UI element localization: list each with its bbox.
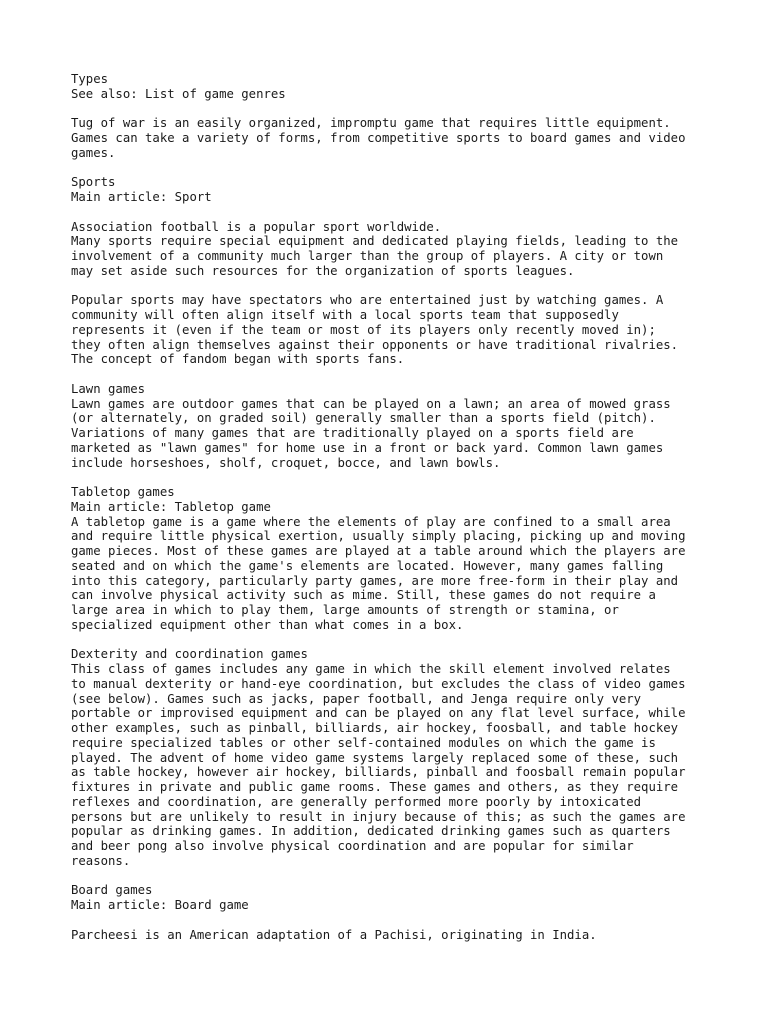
document-line: Many sports require special equipment and dedicated playing fields, leading to the xyxy=(71,234,679,249)
document-line: marketed as "lawn games" for home use in a front or back yard. Common lawn games xyxy=(71,440,664,455)
document-line: require specialized tables or other self-contained modules on which the game is xyxy=(71,735,656,750)
document-line: they often align themselves against their opponents or have traditional rivalries. xyxy=(71,337,679,352)
document-line: Board games xyxy=(71,883,153,898)
document-line: reflexes and coordination, are generally performed more poorly by intoxicated xyxy=(71,794,642,809)
document-line xyxy=(71,205,711,220)
document-line: (or alternately, on graded soil) generally smaller than a sports field (pitch). xyxy=(71,411,656,426)
document-line: fixtures in private and public game rooms. These games and others, as they require xyxy=(71,780,679,794)
document-line: Sports xyxy=(71,175,116,190)
document-line: other examples, such as pinball, billiards, air hockey, foosball, and table hockey xyxy=(71,721,679,735)
document-line: Lawn games are outdoor games that can be played on a lawn; an area of mowed grass xyxy=(71,396,671,411)
document-line: popular as drinking games. In addition, dedicated drinking games such as quarters xyxy=(71,824,671,839)
document-line: A tabletop game is a game where the elements of play are confined to a small area xyxy=(71,514,671,529)
document-line: large area in which to play them, large amounts of strength or stamina, or xyxy=(71,603,619,617)
document-line: played. The advent of home video game systems largely replaced some of these, such xyxy=(71,750,679,765)
document-line: Main article: Tabletop game xyxy=(71,499,271,514)
document-line: seated and on which the game's elements are located. However, many games falling xyxy=(71,558,664,573)
document-line: to manual dexterity or hand-eye coordination, but excludes the class of video games xyxy=(71,676,686,691)
document-line: Lawn games xyxy=(71,381,146,396)
document-line: Types xyxy=(71,72,109,86)
document-line: This class of games includes any game in which the skill element involved relates xyxy=(71,662,671,676)
document-line: as table hockey, however air hockey, billiards, pinball and foosball remain popular xyxy=(71,765,686,780)
document-line: Games can take a variety of forms, from competitive sports to board games and video xyxy=(71,131,686,145)
document-line xyxy=(71,633,711,648)
document-line xyxy=(71,161,711,176)
document-line: Tabletop games xyxy=(71,485,175,499)
document-line: Parcheesi is an American adaptation of a Pachisi, originating in India. xyxy=(71,927,597,942)
document-line: represents it (even if the team or most of its players only recently moved in); xyxy=(71,322,656,337)
document-line: into this category, particularly party games, are more free-form in their play and xyxy=(71,573,679,588)
document-line xyxy=(71,367,711,382)
document-line: and beer pong also involve physical coordination and are popular for similar xyxy=(71,839,634,853)
document-line: persons but are unlikely to result in injury because of this; as such the games are xyxy=(71,809,686,824)
document-line: Dexterity and coordination games xyxy=(71,647,308,662)
document-line: portable or improvised equipment and can be played on any flat level surface, while xyxy=(71,706,686,721)
document-page xyxy=(71,72,711,942)
document-line: (see below). Games such as jacks, paper football, and Jenga require only very xyxy=(71,691,642,706)
document-line: community will often align itself with a local sports team that supposedly xyxy=(71,308,619,322)
document-line: Main article: Board game xyxy=(71,898,249,912)
document-line: Main article: Sport xyxy=(71,190,212,204)
document-line: Association football is a popular sport worldwide. xyxy=(71,219,442,234)
document-line xyxy=(71,102,711,117)
document-line: The concept of fandom began with sports fans. xyxy=(71,352,405,367)
document-line: and require little physical exertion, usually simply placing, picking up and moving xyxy=(71,529,686,544)
document-line: involvement of a community much larger than the group of players. A city or town xyxy=(71,249,664,263)
document-line xyxy=(71,470,711,485)
document-line xyxy=(71,869,711,884)
document-line: can involve physical activity such as mime. Still, these games do not require a xyxy=(71,588,656,603)
document-line: game pieces. Most of these games are played at a table around which the players are xyxy=(71,544,686,558)
document-line xyxy=(71,913,711,928)
document-line xyxy=(71,279,711,294)
document-line: may set aside such resources for the organization of sports leagues. xyxy=(71,263,575,278)
document-line: See also: List of game genres xyxy=(71,86,286,101)
document-line: specialized equipment other than what comes in a box. xyxy=(71,617,464,632)
document-line: reasons. xyxy=(71,853,131,868)
document-line: include horseshoes, sholf, croquet, bocce, and lawn bowls. xyxy=(71,455,501,470)
document-line: games. xyxy=(71,145,116,160)
document-line: Tug of war is an easily organized, impromptu game that requires little equipment. xyxy=(71,116,671,131)
document-line: Variations of many games that are traditionally played on a sports field are xyxy=(71,426,634,440)
document-line: Popular sports may have spectators who are entertained just by watching games. A xyxy=(71,293,664,308)
